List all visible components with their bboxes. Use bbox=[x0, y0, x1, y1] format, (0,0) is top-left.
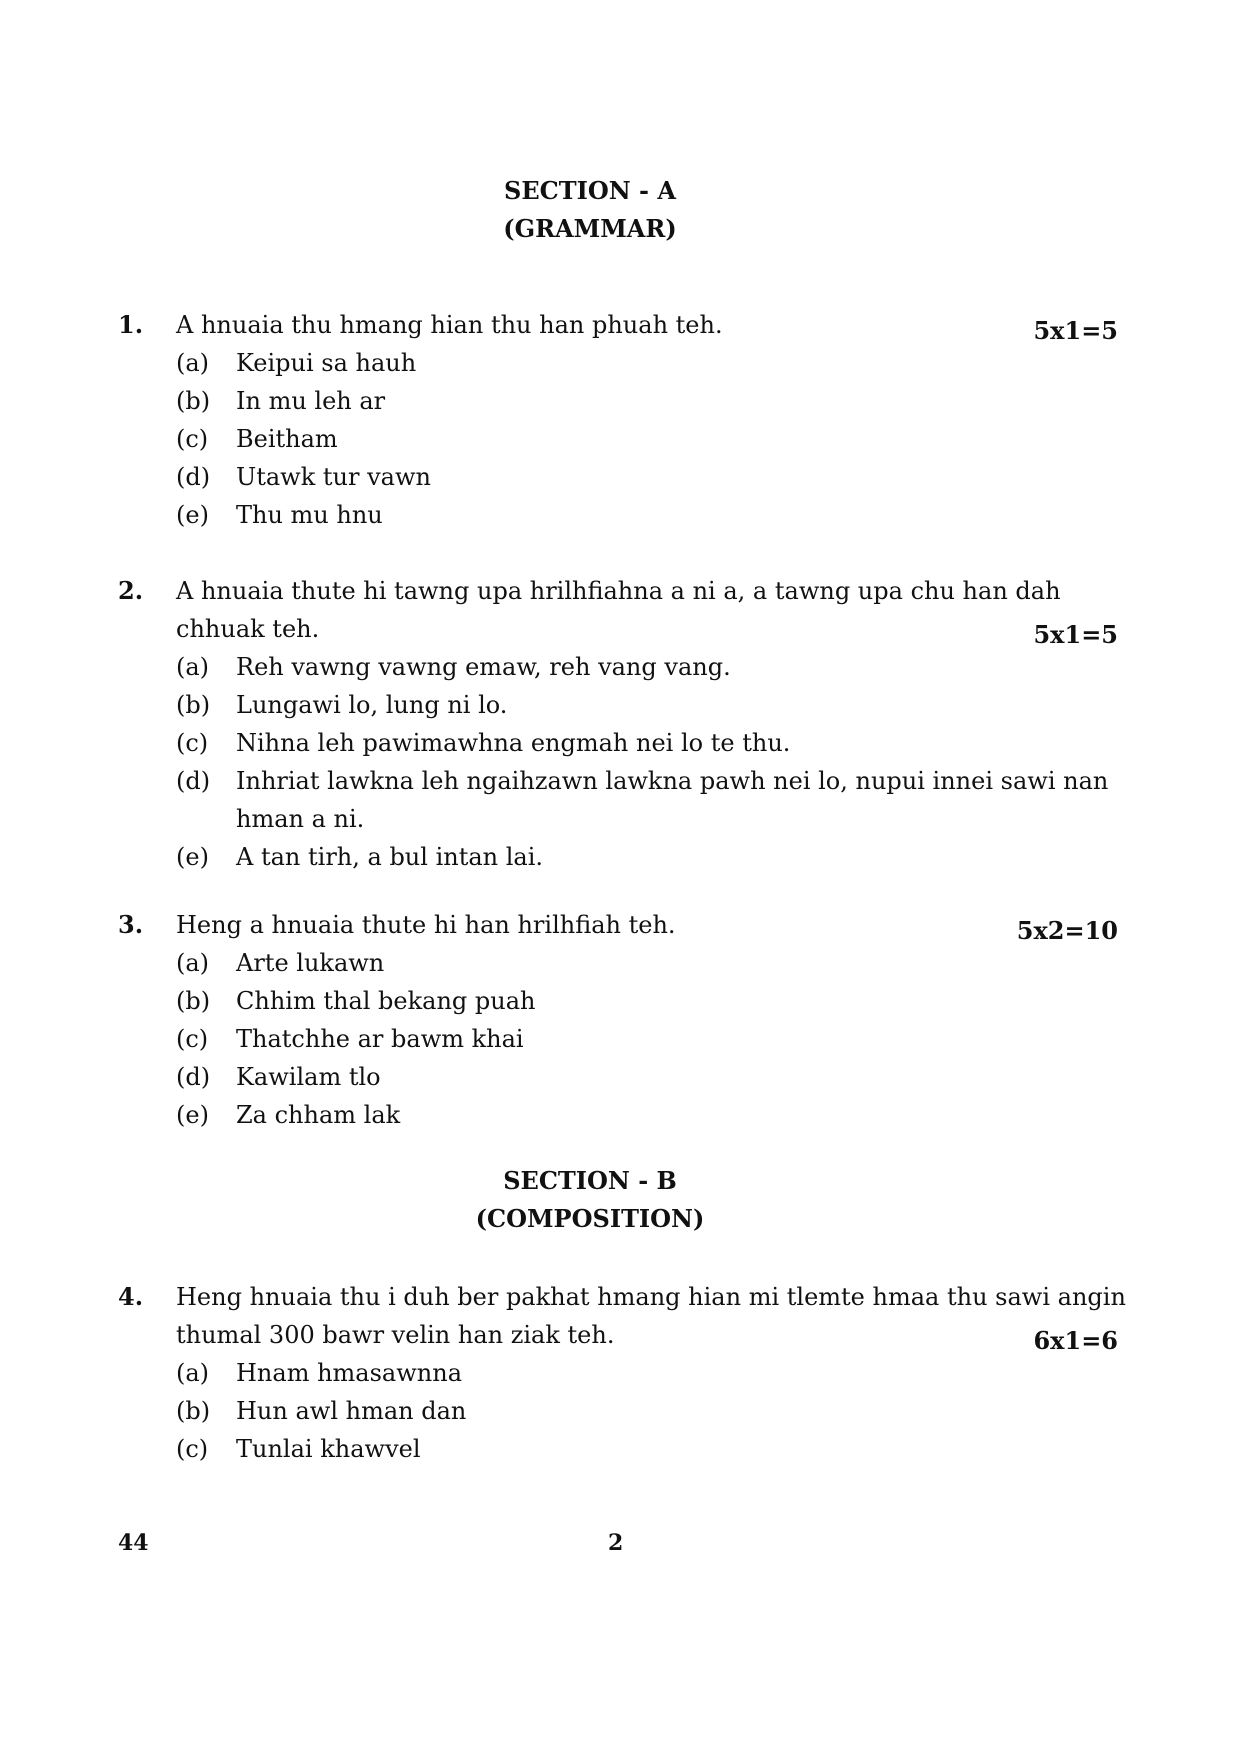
section-a-subtitle: (GRAMMAR) bbox=[503, 214, 677, 243]
option-label: (c) bbox=[176, 729, 209, 757]
option-text: Tunlai khawvel bbox=[236, 1435, 421, 1463]
option-text: Chhim thal bekang puah bbox=[236, 987, 536, 1015]
option-label: (b) bbox=[176, 1397, 211, 1425]
question-marks: 5x2=10 bbox=[1016, 916, 1118, 945]
option-label: (a) bbox=[176, 1359, 210, 1387]
option-label: (a) bbox=[176, 949, 210, 977]
option-label: (c) bbox=[176, 425, 209, 453]
question-text-line2: chhuak teh. bbox=[176, 615, 320, 643]
question-text-line2: thumal 300 bawr velin han ziak teh. bbox=[176, 1321, 615, 1349]
option-item bbox=[118, 982, 1118, 1020]
option-text: Za chham lak bbox=[236, 1101, 401, 1129]
option-item bbox=[118, 1392, 1118, 1430]
section-b-subtitle: (COMPOSITION) bbox=[475, 1204, 705, 1233]
question-number: 4. bbox=[118, 1282, 144, 1311]
option-text: Keipui sa hauh bbox=[236, 349, 417, 377]
option-item bbox=[118, 648, 1118, 686]
option-item bbox=[118, 838, 1118, 876]
question-3 bbox=[118, 906, 1118, 1134]
option-text: A tan tirh, a bul intan lai. bbox=[236, 843, 544, 871]
option-item bbox=[118, 724, 1118, 762]
question-text-line1: A hnuaia thute hi tawng upa hrilhfiahna a ni a, a tawng upa chu han dah bbox=[176, 577, 1061, 605]
option-text: Utawk tur vawn bbox=[236, 463, 431, 491]
option-text: Hnam hmasawnna bbox=[236, 1359, 462, 1387]
option-text: Reh vawng vawng emaw, reh vang vang. bbox=[236, 653, 731, 681]
option-item bbox=[118, 1096, 1118, 1134]
option-label: (e) bbox=[176, 843, 209, 871]
option-text: Lungawi lo, lung ni lo. bbox=[236, 691, 508, 719]
question-marks: 5x1=5 bbox=[1033, 620, 1118, 649]
question-1 bbox=[118, 306, 1118, 534]
question-number: 2. bbox=[118, 576, 144, 605]
option-label: (b) bbox=[176, 691, 211, 719]
option-item bbox=[118, 1058, 1118, 1096]
section-b-heading bbox=[0, 1162, 1180, 1238]
question-number: 1. bbox=[118, 310, 144, 339]
option-item bbox=[118, 944, 1118, 982]
section-a-heading bbox=[0, 172, 1180, 248]
question-2 bbox=[118, 572, 1118, 876]
option-label: (c) bbox=[176, 1435, 209, 1463]
option-item bbox=[118, 344, 1118, 382]
question-marks: 6x1=6 bbox=[1033, 1326, 1118, 1355]
section-a-title: SECTION - A bbox=[504, 176, 676, 205]
option-label: (b) bbox=[176, 387, 211, 415]
option-item bbox=[118, 1354, 1118, 1392]
option-label: (d) bbox=[176, 1063, 211, 1091]
option-item bbox=[118, 686, 1118, 724]
option-item bbox=[118, 1430, 1118, 1468]
option-text: Nihna leh pawimawhna engmah nei lo te thu. bbox=[236, 729, 791, 757]
option-label: (b) bbox=[176, 987, 211, 1015]
option-text: In mu leh ar bbox=[236, 387, 386, 415]
option-text: Arte lukawn bbox=[236, 949, 385, 977]
option-label: (a) bbox=[176, 349, 210, 377]
option-item bbox=[118, 496, 1118, 534]
question-text-line1: Heng hnuaia thu i duh ber pakhat hmang hian mi tlemte hmaa thu sawi angin bbox=[176, 1283, 1126, 1311]
option-text: Inhriat lawkna leh ngaihzawn lawkna pawh nei lo, nupui innei sawi nan bbox=[236, 767, 1109, 795]
option-item bbox=[118, 458, 1118, 496]
option-item-continued bbox=[118, 800, 1118, 838]
question-text: Heng a hnuaia thute hi han hrilhfiah teh. bbox=[176, 911, 676, 939]
option-item bbox=[118, 1020, 1118, 1058]
section-b-title: SECTION - B bbox=[503, 1166, 677, 1195]
option-text: Thatchhe ar bawm khai bbox=[236, 1025, 524, 1053]
option-label: (c) bbox=[176, 1025, 209, 1053]
option-text: Hun awl hman dan bbox=[236, 1397, 467, 1425]
option-label: (a) bbox=[176, 653, 210, 681]
option-label: (e) bbox=[176, 501, 209, 529]
option-item bbox=[118, 762, 1118, 800]
question-number: 3. bbox=[118, 910, 144, 939]
option-text: Kawilam tlo bbox=[236, 1063, 381, 1091]
option-item bbox=[118, 420, 1118, 458]
option-label: (d) bbox=[176, 767, 211, 795]
page-number: 2 bbox=[608, 1530, 624, 1556]
option-text: Beitham bbox=[236, 425, 338, 453]
option-text-continued: hman a ni. bbox=[236, 805, 365, 833]
paper-code: 44 bbox=[118, 1530, 149, 1556]
option-text: Thu mu hnu bbox=[236, 501, 383, 529]
option-label: (e) bbox=[176, 1101, 209, 1129]
question-marks: 5x1=5 bbox=[1033, 316, 1118, 345]
option-label: (d) bbox=[176, 463, 211, 491]
question-4 bbox=[118, 1278, 1126, 1468]
question-text: A hnuaia thu hmang hian thu han phuah teh. bbox=[176, 311, 723, 339]
option-item bbox=[118, 382, 1118, 420]
